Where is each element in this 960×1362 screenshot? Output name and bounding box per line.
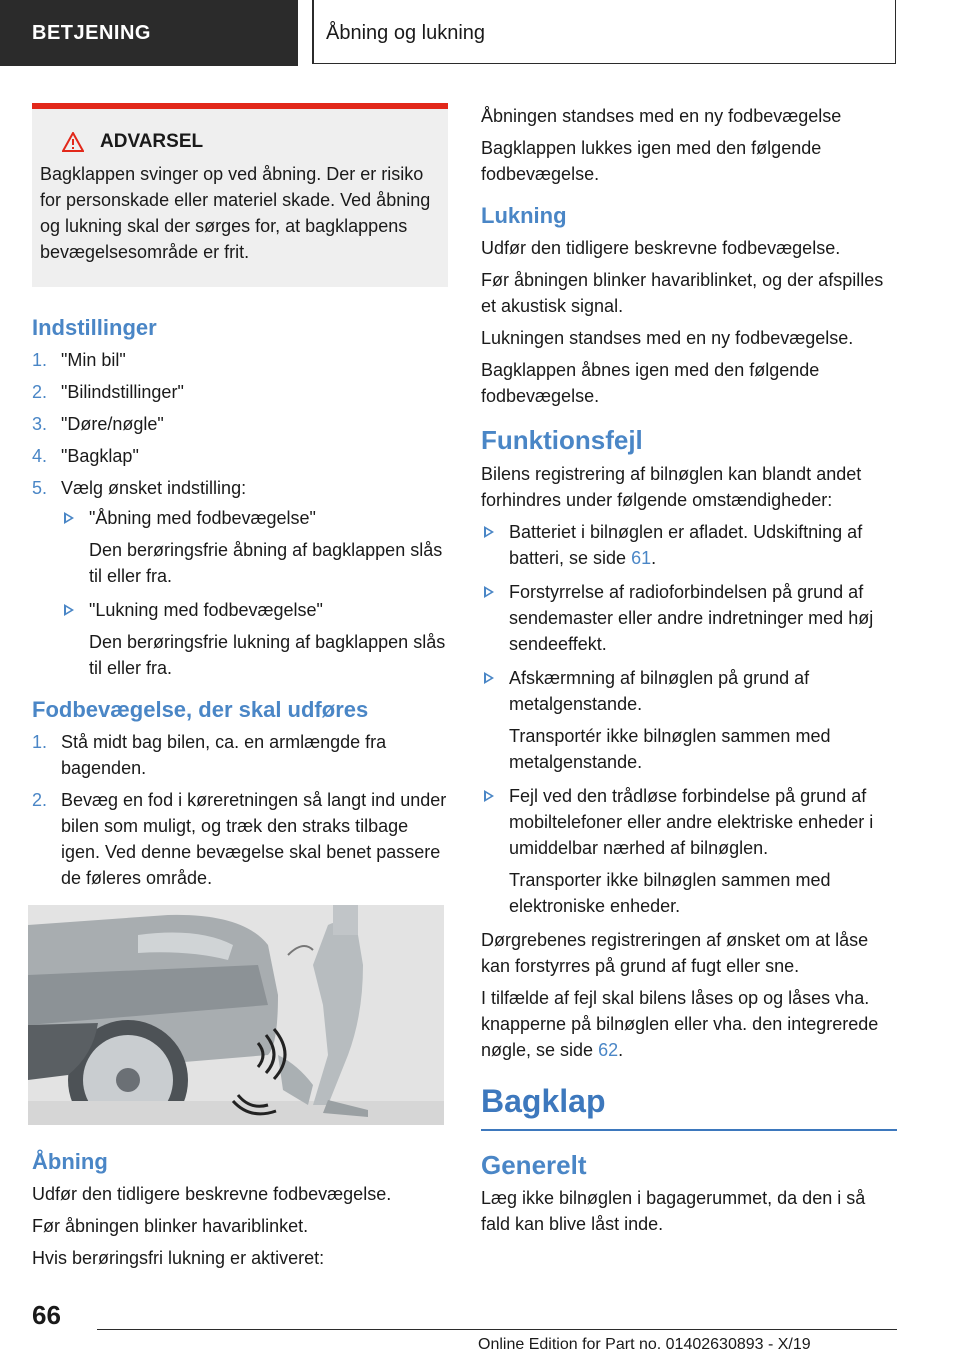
triangle-bullet-icon (484, 586, 494, 598)
triangle-bullet-icon (484, 790, 494, 802)
triangle-bullet-icon (64, 512, 74, 524)
paragraph: Åbningen standses med en ny fodbevægelse (481, 106, 842, 126)
paragraph: Lukningen standses med en ny fodbevægelse. (481, 328, 854, 348)
list-text: Afskærmning af bilnøglen på grund af metalgenstande. (509, 668, 810, 714)
list-number: 4. (32, 446, 48, 466)
list-text: Vælg ønsket indstilling: (61, 478, 247, 498)
paragraph: Bagklappen lukkes igen med den følgende fodbevægelse. (481, 138, 822, 184)
fault-list (481, 519, 897, 919)
triangle-bullet-icon (484, 672, 494, 684)
option-item (61, 505, 448, 589)
paragraph (481, 985, 897, 1063)
heading-fodbevaegelse: Fodbevægelse, der skal udføres (32, 697, 369, 722)
list-subtext: Transporter ikke bilnøglen sammen med elektroniske enheder. (509, 870, 831, 916)
left-column (32, 103, 448, 1277)
list-text: Fejl ved den trådløse forbindelse på grund af mobiltelefoner eller andre elektriske enheder i umiddelbar nærhed af bilnøglen. (509, 786, 874, 858)
page-header (0, 0, 960, 66)
triangle-bullet-icon (484, 526, 494, 538)
list-subtext: Transportér ikke bilnøglen sammen med metalgenstande. (509, 726, 831, 772)
footer-divider (97, 1329, 897, 1330)
option-desc: Den berøringsfrie åbning af bagklappen slås til eller fra. (89, 540, 443, 586)
page-link[interactable]: 62 (598, 1040, 619, 1060)
list-item (481, 783, 897, 919)
warning-header (40, 129, 440, 155)
warning-triangle-icon (62, 132, 84, 152)
list-text: "Bilindstillinger" (61, 382, 184, 402)
list-text: "Døre/nøgle" (61, 414, 164, 434)
steps-list (32, 729, 448, 891)
right-column (481, 103, 897, 1243)
option-label: "Lukning med fodbevægelse" (89, 600, 323, 620)
option-list (61, 505, 448, 681)
paragraph: Før åbningen blinker havariblinket, og der afspilles et akustisk signal. (481, 270, 884, 316)
list-number: 5. (32, 478, 48, 498)
warning-box (32, 103, 448, 287)
car-foot-illustration (28, 905, 444, 1125)
warning-title: ADVARSEL (100, 131, 204, 152)
section-label: BETJENING (0, 0, 298, 66)
paragraph: Hvis berøringsfri lukning er aktiveret: (32, 1248, 325, 1268)
settings-list (32, 347, 448, 681)
list-number: 2. (32, 382, 48, 402)
list-text: "Min bil" (61, 350, 126, 370)
triangle-bullet-icon (64, 604, 74, 616)
paragraph: Udfør den tidligere beskrevne fodbevægelse. (481, 238, 841, 258)
chapter-label: Åbning og lukning (313, 0, 896, 64)
paragraph: Bilens registrering af bilnøglen kan blandt andet forhindres under følgende omstændigheder: (481, 464, 862, 510)
paragraph: Dørgrebenes registreringen af ønsket om at låse kan forstyrres på grund af fugt eller sne. (481, 930, 869, 976)
list-text: Stå midt bag bilen, ca. en armlængde fra bagenden. (61, 732, 387, 778)
option-desc: Den berøringsfrie lukning af bagklappen slås til eller fra. (89, 632, 446, 678)
list-item (32, 475, 448, 681)
heading-rule (481, 1129, 897, 1131)
heading-funktionsfejl: Funktionsfejl (481, 425, 643, 455)
punctuation: . (618, 1040, 624, 1060)
list-item (481, 579, 897, 657)
list-item (32, 443, 448, 469)
paragraph: Læg ikke bilnøglen i bagagerummet, da den i så fald kan blive låst inde. (481, 1188, 866, 1234)
list-text: "Bagklap" (61, 446, 139, 466)
option-item (61, 597, 448, 681)
heading-aabning: Åbning (32, 1149, 108, 1174)
heading-indstillinger: Indstillinger (32, 315, 157, 340)
list-item (32, 379, 448, 405)
paragraph: Bagklappen åbnes igen med den følgende fodbevægelse. (481, 360, 820, 406)
list-item (481, 519, 897, 571)
list-number: 3. (32, 414, 48, 434)
list-item (32, 347, 448, 373)
list-number: 1. (32, 350, 48, 370)
option-label: "Åbning med fodbevægelse" (89, 508, 316, 528)
warning-text: Bagklappen svinger op ved åbning. Der er risiko for personskade eller materiel skade. Ved åbning og lukning skal der sørges for, at bagklappens bevægelsesområde er frit. (40, 164, 431, 262)
paragraph: Udfør den tidligere beskrevne fodbevægelse. (32, 1184, 392, 1204)
list-item (32, 729, 448, 781)
page-link[interactable]: 61 (631, 548, 652, 568)
edition-text: Online Edition for Part no. 01402630893 - X/19 (478, 1336, 811, 1353)
heading-lukning: Lukning (481, 203, 567, 228)
list-number: 2. (32, 790, 48, 810)
page-number: 66 (32, 1300, 61, 1330)
list-item (32, 787, 448, 891)
list-item (32, 411, 448, 437)
heading-bagklap: Bagklap (481, 1083, 606, 1119)
list-text: Bevæg en fod i køreretningen så langt ind under bilen som muligt, og træk den straks tilbage igen. Ved denne bevægelse skal benet passere de føleres område. (61, 790, 447, 888)
paragraph-text: I tilfælde af fejl skal bilens låses op og låses vha. knapperne på bilnøglen eller vha. den integrerede nøgle, se side (481, 988, 879, 1060)
paragraph: Før åbningen blinker havariblinket. (32, 1216, 309, 1236)
list-text: Batteriet i bilnøglen er afladet. Udskiftning af batteri, se side (509, 522, 863, 568)
heading-generelt: Generelt (481, 1150, 587, 1180)
list-text: Forstyrrelse af radioforbindelsen på grund af sendemaster eller andre indretninger med høj sendeeffekt. (509, 582, 874, 654)
list-item (481, 665, 897, 775)
list-number: 1. (32, 732, 48, 752)
punctuation: . (651, 548, 657, 568)
